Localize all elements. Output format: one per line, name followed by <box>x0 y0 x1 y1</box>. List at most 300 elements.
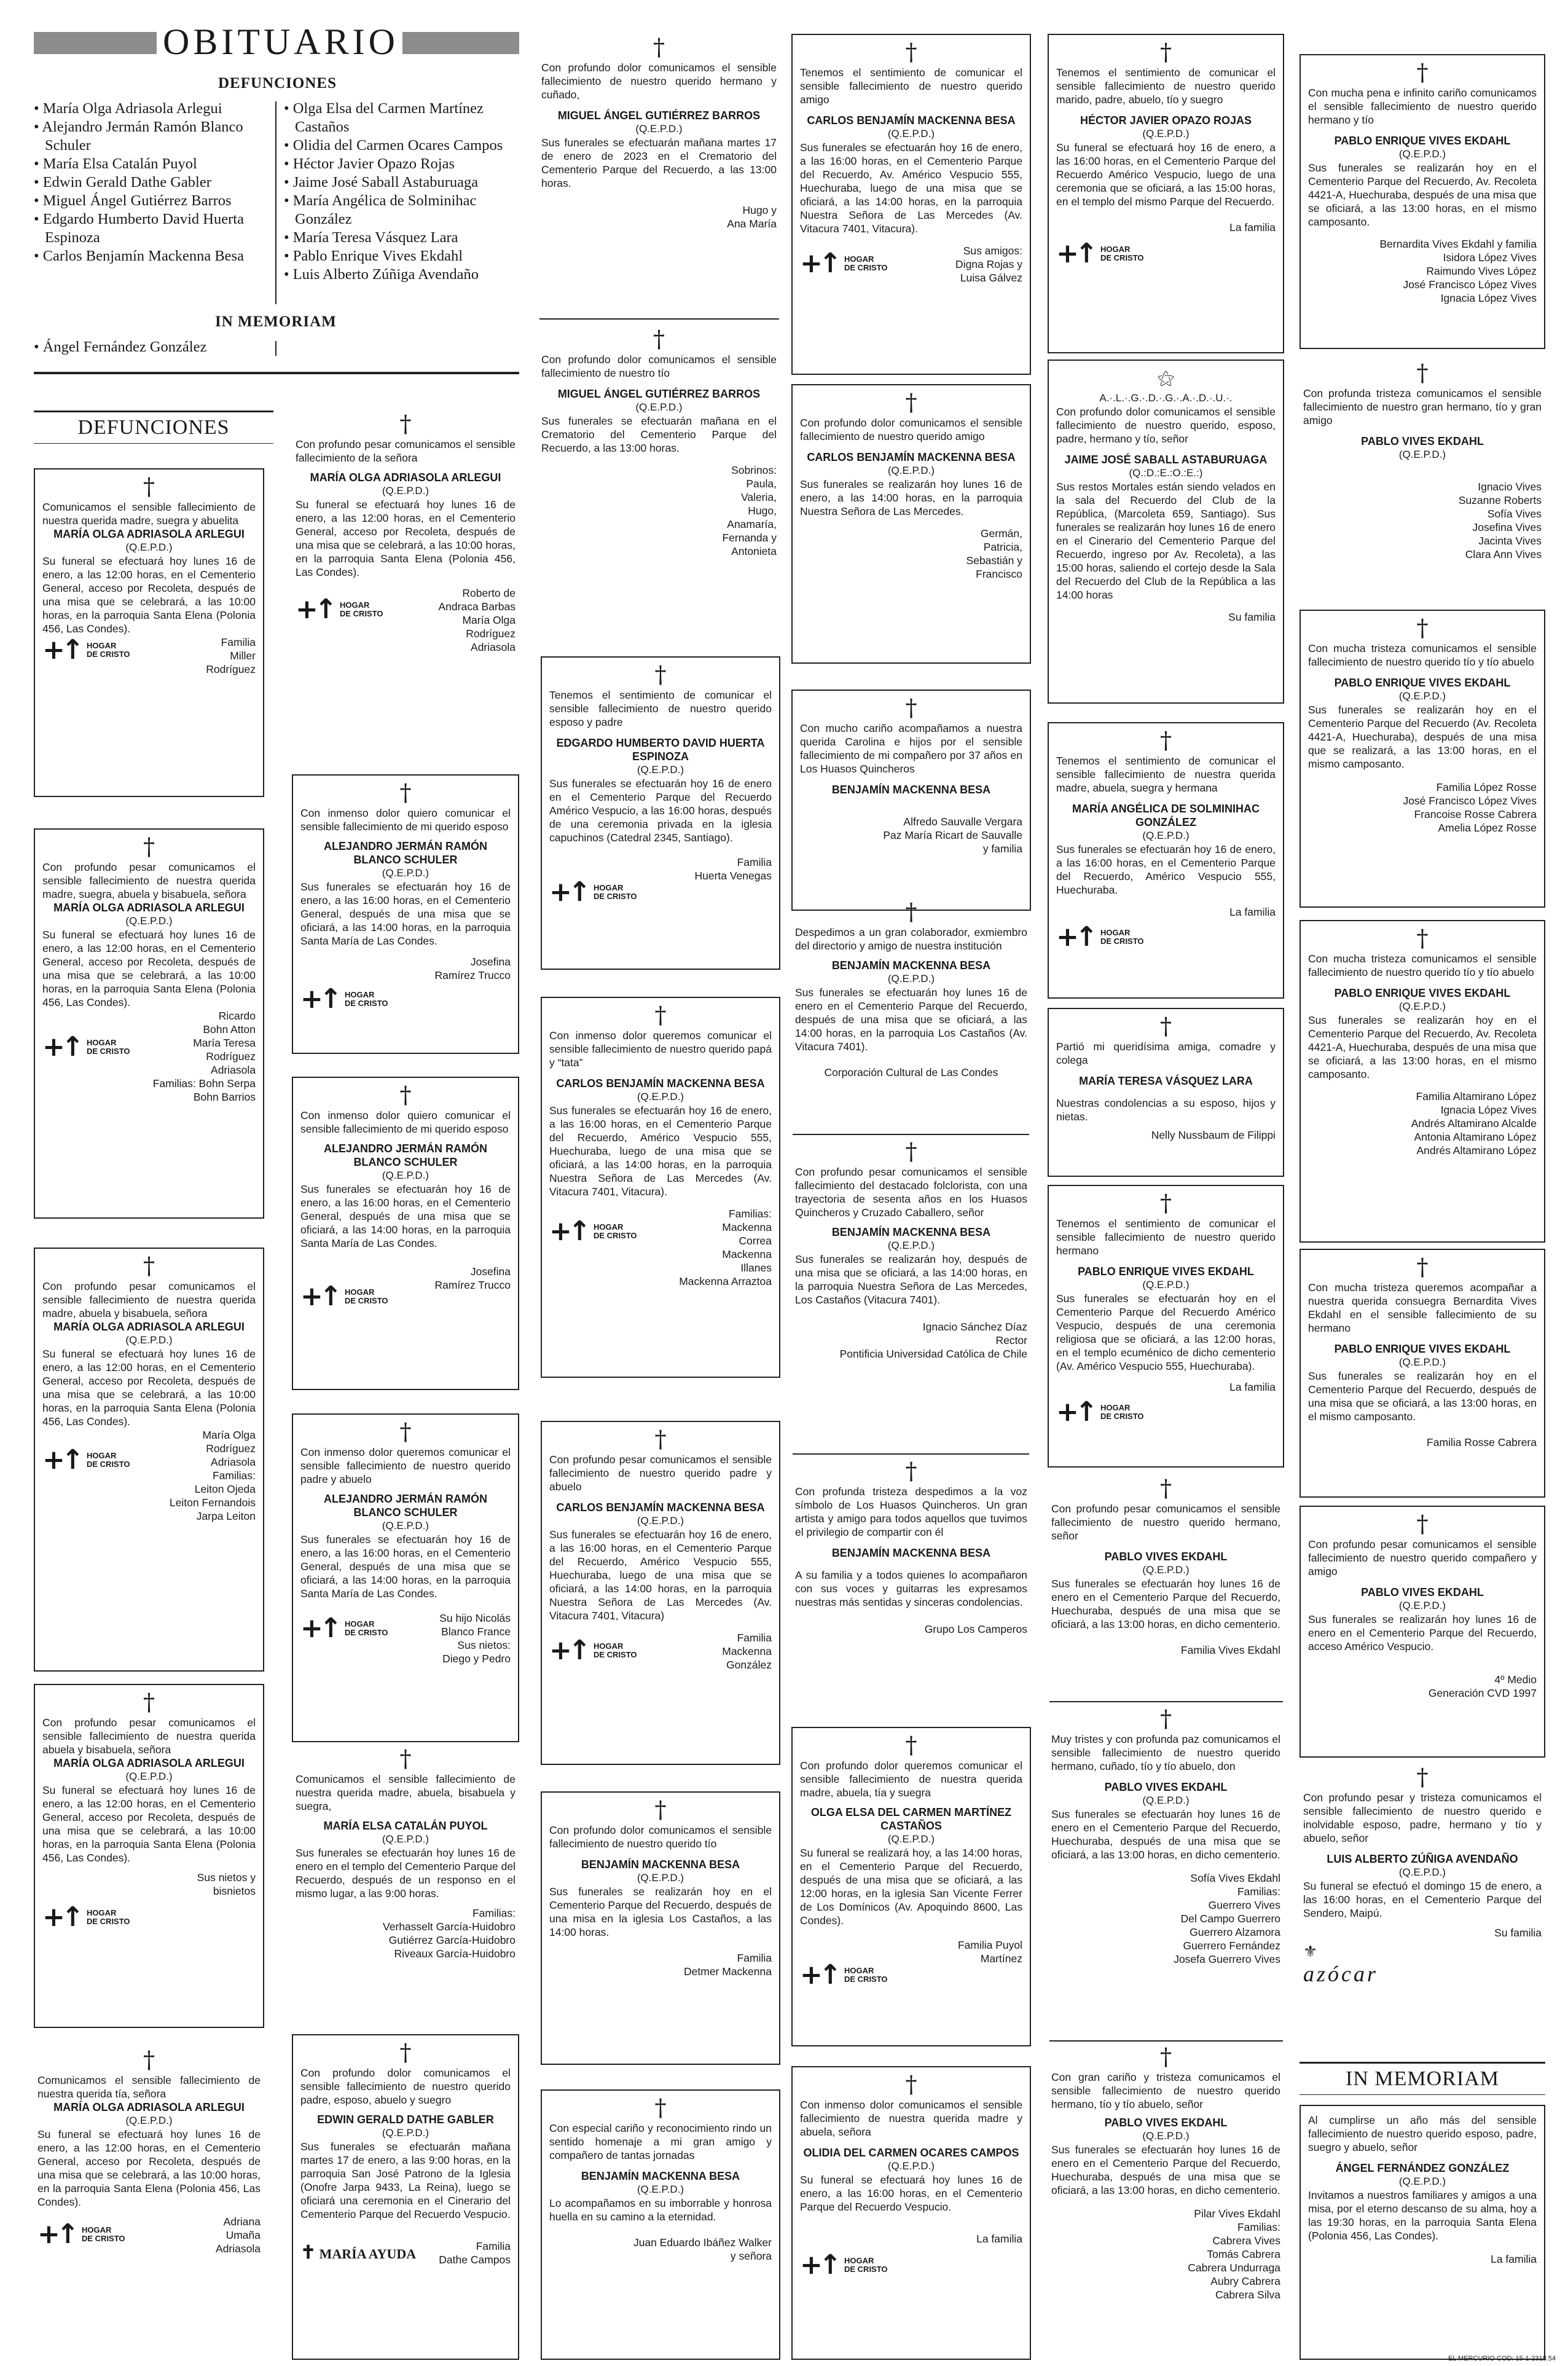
notice-body: Su funeral se efectuó el domingo 15 de enero, a las 16:00 horas, en el Cementerio Parque del Sendero, Maipú. <box>1303 1880 1542 1919</box>
index-item: • Olidia del Carmen Ocares Campos <box>284 136 517 155</box>
notice-intro: Comunicamos el sensible fallecimiento de nuestra querida madre, abuela, bisabuela y suegra, <box>296 1773 515 1812</box>
notice-c5c <box>1048 722 1284 999</box>
hogar-de-cristo-logo: +↑ HOGAR DE CRISTO <box>300 983 388 1015</box>
divider <box>793 1453 1029 1455</box>
notice-signature: Alfredo Sauvalle Vergara Paz María Ricart de Sauvalle y familia <box>883 816 1022 855</box>
notice-qepd: (Q.E.P.D.) <box>382 1520 429 1531</box>
notice-qepd: (Q.E.P.D.) <box>382 1169 429 1181</box>
notice-name: OLIDIA DEL CARMEN OCARES CAMPOS <box>803 2147 1019 2159</box>
notice-body: Su funeral se efectuará hoy 16 de enero, a las 16:00 horas, en el Cementerio Parque del Recuerdo Américo Vespucio, luego de una ceremonia que se oficiará, a las 15:00 horas, en el templo del mismo Parque del Recuerdo. <box>1056 141 1276 208</box>
notice-name: BENJAMÍN MACKENNA BESA <box>581 2170 740 2182</box>
notice-intro: Con profundo dolor comunicamos el sensible fallecimiento de nuestro querido tío <box>549 1824 772 1850</box>
notice-qepd: (Q.E.P.D.) <box>637 1515 684 1527</box>
cross-icon: † <box>905 389 917 416</box>
notice-qepd: (Q.E.P.D.) <box>1398 449 1446 460</box>
notice-name: PABLO VIVES EKDAHL <box>1361 1586 1484 1598</box>
notice-c5b <box>1048 360 1284 704</box>
notice-name: EDWIN GERALD DATHE GABLER <box>317 2113 494 2126</box>
cross-icon: † <box>143 473 155 500</box>
notice-intro: Con profunda tristeza comunicamos el sensible fallecimiento de nuestro gran hermano, tío y gran amigo <box>1303 387 1542 426</box>
notice-body: Sus funerales se efectuarán hoy lunes 16 de enero en el Cementerio Parque del Recuerdo, Huechuraba, después de una misa que se oficiará, a las 13:00 horas, en dicho cementerio. <box>1051 2144 1280 2196</box>
notice-name: MARÍA OLGA ADRIASOLA ARLEGUI <box>53 528 245 540</box>
notice-body: Sus funerales se realizarán hoy en el Cementerio Parque del Recuerdo, después de una misa que se oficiará, a las 13:00 horas, en el mismo camposanto. <box>1308 1370 1537 1423</box>
index-item: • María Teresa Vásquez Lara <box>284 229 517 247</box>
notice-body: Su funeral se efectuará hoy lunes 16 de enero, a las 12:00 horas, en el Cementerio General, acceso por Recoleta, después de una misa que se celebrará, a las 10:00 horas, en la parroquia Santa Elena (Polonia 456, Las Condes). <box>42 1784 256 1864</box>
notice-signature: Familias: Verhasselt García-Huidobro Gutiérrez García-Huidobro Riveaux García-Huidobro <box>383 1907 515 1960</box>
notice-body: Sus funerales se realizarán hoy lunes 16 de enero en el Cementerio Parque del Recuerdo, acceso Américo Vespucio. <box>1308 1613 1537 1653</box>
notice-signature: La familia <box>1229 221 1276 234</box>
notice-c2b <box>292 774 519 1054</box>
notice-name: PABLO ENRIQUE VIVES EKDAHL <box>1334 135 1511 147</box>
notice-intro: Con profundo pesar comunicamos el sensible fallecimiento de nuestro querido hermano, señor <box>1051 1503 1280 1542</box>
cross-icon: † <box>399 1745 412 1772</box>
notice-intro: Con inmenso dolor queremos comunicar el sensible fallecimiento de nuestro querido papá y “tata” <box>549 1029 772 1069</box>
memoriam-index-label: IN MEMORIAM <box>215 313 337 330</box>
notice-intro: Partió mi queridísima amiga, comadre y colega <box>1056 1040 1276 1066</box>
cross-icon: † <box>654 1796 667 1823</box>
notice-c2e <box>292 1745 519 2022</box>
notice-c5f <box>1048 1475 1284 1715</box>
cross-icon: † <box>143 1252 155 1279</box>
cross-icon: † <box>1416 1511 1429 1538</box>
cross-icon: † <box>1416 1764 1429 1791</box>
notice-signature: Hugo y Ana María <box>727 204 777 230</box>
notice-c6f <box>1299 1506 1545 1758</box>
notice-body: Sus funerales se efectuarán hoy 16 de enero, a las 16:00 horas, en el Cementerio Parque del Recuerdo, Av. Américo Vespucio 555, Huechuraba, luego de una misa que se oficiará, a las 14:00 horas, en la parroquia Nuestra Señora de Las Mercedes (Av. Vitacura 7401, Vitacura). <box>800 141 1022 235</box>
notice-body: Sus funerales se realizarán hoy en el Cementerio Parque del Recuerdo (Av. Recoleta 4421-A, Huechuraba), después de una misa que se realizará, a las 13:00 horas, en el mismo camposanto. <box>1308 704 1537 770</box>
notice-signature: Juan Eduardo Ibáñez Walker y señora <box>633 2236 772 2262</box>
cross-icon: † <box>1160 1705 1172 1732</box>
notice-c4b <box>791 384 1031 664</box>
index-item: • Olga Elsa del Carmen Martínez Castaños <box>284 100 517 136</box>
hogar-cross-icon: +↑ <box>549 1216 587 1247</box>
notice-intro: Con mucha tristeza queremos acompañar a nuestra querida consuegra Bernardita Vives Ekdahl en el sensible fallecimiento de su hermano <box>1308 1281 1537 1334</box>
notice-qepd: (Q.E.P.D.) <box>1142 1279 1190 1291</box>
notice-qepd: (Q.E.P.D.) <box>637 2183 684 2195</box>
cross-icon: † <box>654 1002 667 1029</box>
cross-icon: † <box>143 833 155 860</box>
notice-name: CARLOS BENJAMÍN MACKENNA BESA <box>556 1501 765 1514</box>
cross-icon: † <box>143 1689 155 1716</box>
notice-name: ÁNGEL FERNÁNDEZ GONZÁLEZ <box>1335 2162 1510 2174</box>
cross-icon: † <box>905 2071 917 2098</box>
notice-signature: Familia Puyol Martínez <box>957 1939 1022 1965</box>
notice-intro: Tenemos el sentimiento de comunicar el sensible fallecimiento de nuestro querido amigo <box>800 66 1022 106</box>
notice-signature: Bernardita Vives Ekdahl y familia Isidora López Vives Raimundo Vives López José Francisco López Vives Ignacia López Vives <box>1379 238 1537 304</box>
cross-icon: † <box>1416 360 1429 387</box>
notice-signature: Pilar Vives Ekdahl Familias: Cabrera Vives Tomás Cabrera Cabrera Undurraga Aubry Cabrera Cabrera Silva <box>1188 2207 1280 2301</box>
hogar-cross-icon: +↑ <box>800 1959 838 1991</box>
cross-icon: † <box>905 694 917 721</box>
notice-name: PABLO VIVES EKDAHL <box>1104 1550 1228 1563</box>
notice-body: Sus funerales se efectuarán hoy 16 de enero en el Cementerio Parque del Recuerdo Américo Vespucio, a las 16:00 horas, después de una ceremonia privada en la iglesia capuchinos (Catedral 2345, Santiago). <box>549 777 772 844</box>
cross-icon: † <box>399 411 412 438</box>
hogar-de-cristo-logo: +↑ HOGAR DE CRISTO <box>42 1031 130 1063</box>
cross-icon: † <box>1160 1190 1172 1217</box>
notice-qepd: (Q.E.P.D.) <box>887 465 935 476</box>
hogar-cross-icon: +↑ <box>1056 238 1094 269</box>
hogar-de-cristo-logo: +↑ HOGAR DE CRISTO <box>296 594 383 625</box>
notice-name: ALEJANDRO JERMÁN RAMÓN BLANCO SCHULER <box>323 840 487 866</box>
notice-intro: Con profunda tristeza despedimos a la voz símbolo de Los Huasos Quincheros. Un gran artista y amigo para todos aquellos que tuvimos el privilegio de compartir con él <box>795 1485 1027 1538</box>
notice-c5a <box>1048 34 1284 353</box>
notice-c1d <box>34 1684 264 2028</box>
notice-body: Su funeral se efectuará hoy lunes 16 de enero, a las 12:00 horas, en el Cementerio General, acceso por Recoleta, después de una misa que se celebrará, a las 10:00 horas, en la parroquia Santa Elena (Polonia 456, Las Condes). <box>296 498 515 578</box>
hogar-cross-icon: +↑ <box>42 1901 80 1933</box>
hogar-de-cristo-logo: +↑ HOGAR DE CRISTO <box>800 248 888 279</box>
notice-qepd: (Q.E.P.D.) <box>887 2160 935 2172</box>
notice-signature: Grupo Los Camperos <box>924 1623 1027 1635</box>
notice-signature: Josefina Ramírez Trucco <box>434 1265 511 1291</box>
notice-body: Sus funerales se efectuarán mañana martes 17 de enero, a las 9:00 horas, en la parroquia San José Patrono de la Iglesia (Onofre Jarpa 9433, La Reina), luego se oficiará una ceremonia en el Cinerario del Cementerio Parque del Recuerdo Vespucio. <box>300 2140 511 2220</box>
notice-intro: Tenemos el sentimiento de comunicar el sensible fallecimiento de nuestra querida madre, abuela, suegra y hermana <box>1056 755 1276 794</box>
notice-name: BENJAMÍN MACKENNA BESA <box>831 959 991 972</box>
notice-name: ALEJANDRO JERMÁN RAMÓN BLANCO SCHULER <box>323 1493 487 1519</box>
notice-name: PABLO VIVES EKDAHL <box>1104 1781 1228 1793</box>
hogar-cross-icon: +↑ <box>37 2219 76 2250</box>
notice-intro: Con profundo dolor comunicamos el sensible fallecimiento de nuestro tío <box>541 353 777 379</box>
notice-intro: Con especial cariño y reconocimiento rindo un sentido homenaje a mi gran amigo y compañero de tantas jornadas <box>549 2122 772 2161</box>
notice-intro: Con mucha pena e infinito cariño comunicamos el sensible fallecimiento de nuestro querido hermano y tío <box>1308 87 1537 126</box>
hogar-de-cristo-logo: +↑ HOGAR DE CRISTO <box>549 876 637 908</box>
notice-qepd: (Q.E.P.D.) <box>125 915 173 927</box>
notice-signature: Su hijo Nicolás Blanco France Sus nietos: Diego y Pedro <box>439 1612 511 1665</box>
notice-signature: Roberto de Andraca Barbas María Olga Rodríguez Adriasola <box>438 587 515 653</box>
notice-intro: Con profundo dolor comunicamos el sensible fallecimiento de nuestro querido padre, esposo, abuelo y suegro <box>300 2067 511 2106</box>
notice-name: LUIS ALBERTO ZÚÑIGA AVENDAÑO <box>1327 1853 1518 1865</box>
cross-icon: † <box>905 1458 917 1485</box>
notice-intro: Comunicamos el sensible fallecimiento de nuestra querida madre, suegra y abuelita <box>42 501 256 527</box>
notice-body: Sus funerales se realizarán hoy en el Cementerio Parque del Recuerdo, Av. Recoleta 4421-A, Huechuraba, después de una misa que se oficiará, a las 13:00 horas, en el mismo camposanto. <box>1308 162 1537 228</box>
notice-intro: Tenemos el sentimiento de comunicar el sensible fallecimiento de nuestro querido marido, padre, abuelo, tío y suegro <box>1056 66 1276 106</box>
header-bar-right <box>402 32 519 54</box>
notice-body: Sus funerales se realizarán hoy en el Cementerio Parque del Recuerdo, después de una misa en la iglesia Los Castaños, a las 14:00 horas. <box>549 1885 772 1938</box>
notice-c6h <box>1299 2105 1545 2360</box>
cross-icon: † <box>905 39 917 66</box>
notice-c6b <box>1299 360 1545 605</box>
notice-name: PABLO ENRIQUE VIVES EKDAHL <box>1334 1343 1511 1355</box>
notice-intro: Con profundo pesar comunicamos el sensible fallecimiento de nuestra querida abuela y bisabuela, señora <box>42 1716 256 1756</box>
hogar-cross-icon: +↑ <box>800 248 838 279</box>
notice-body: Su funeral se realizará hoy, a las 14:00 horas, en el Cementerio Parque del Recuerdo, después de una misa que se oficiará, a las 12:00 horas, en la iglesia San Vicente Ferrer de Los Domínicos (Av. Apoquindo 8600, Las Condes). <box>800 1847 1022 1927</box>
notice-qepd: (Q.E.P.D.) <box>1398 1356 1446 1368</box>
cross-icon: † <box>1160 39 1172 66</box>
cross-icon: † <box>654 2094 667 2121</box>
azocar-logo: ⚜ azócar <box>1303 1942 1378 1986</box>
notice-intro: Con profundo pesar comunicamos el sensible fallecimiento de nuestra querida madre, abuela y bisabuela, señora <box>42 1280 256 1319</box>
notice-body: Sus funerales se realizarán hoy en el Cementerio Parque del Recuerdo, Av. Recoleta 4421-A, Huechuraba, después de una misa que se oficiará, a las 13:00 horas, en el mismo camposanto. <box>1308 1014 1537 1080</box>
notice-intro: Con profundo pesar comunicamos el sensible fallecimiento del destacado folclorista, con una trayectoria de sesenta años en los Huasos Quincheros y Cruzado Caballero, señor <box>795 1166 1027 1219</box>
obituario-header <box>34 22 519 62</box>
hogar-cross-icon: +↑ <box>42 634 80 666</box>
notice-name: PABLO ENRIQUE VIVES EKDAHL <box>1334 987 1511 999</box>
cross-icon: † <box>399 1082 412 1109</box>
notice-signature: Nelly Nussbaum de Filippi <box>1151 1129 1276 1141</box>
index-item: • Jaime José Saball Astaburuaga <box>284 173 517 192</box>
index-item: • Héctor Javier Opazo Rojas <box>284 155 517 173</box>
notice-c6d <box>1299 920 1545 1243</box>
cross-icon: † <box>399 1418 412 1445</box>
notice-signature: Familias: Mackenna Correa Mackenna Illanes Mackenna Arraztoa <box>679 1208 772 1287</box>
divider <box>793 1134 1029 1135</box>
notice-body: Sus funerales se efectuarán hoy 16 de enero, a las 16:00 horas, en el Cementerio Parque del Recuerdo, Américo Vespucio 555, Huechuraba, luego de una misa que se oficiará, a las 14:00 horas, en la parroquia Nuestra Señora de Las Mercedes (Av. Vitacura 7401, Vitacura) <box>549 1528 772 1622</box>
notice-c3b <box>538 326 780 645</box>
notice-intro: Con profundo pesar comunicamos el sensible fallecimiento de nuestro querido padre y abuelo <box>549 1453 772 1493</box>
notice-c3g <box>541 2089 780 2360</box>
notice-intro: Con profundo pesar comunicamos el sensible fallecimiento de nuestra querida madre, suegra, abuela y bisabuela, señora <box>42 861 256 900</box>
divider <box>1049 1701 1283 1702</box>
notice-signature: Sofía Vives Ekdahl Familias: Guerrero Vives Del Campo Guerrero Guerrero Alzamora Guerrero Fernández Josefa Guerrero Vives <box>1174 1872 1280 1965</box>
notice-name: PABLO ENRIQUE VIVES EKDAHL <box>1078 1265 1254 1278</box>
notice-body: Sus funerales se efectuarán hoy 16 de enero, a las 16:00 horas, en el Cementerio General, después de una misa que se oficiará, a las 14:00 horas, en la parroquia Santa María de Las Condes. <box>300 1533 511 1600</box>
hogar-cross-icon: +↑ <box>1056 921 1094 953</box>
notice-c1c <box>34 1248 264 1672</box>
notice-signature: La familia <box>976 2233 1022 2245</box>
notice-body: Sus funerales se efectuarán hoy 16 de enero, a las 16:00 horas, en el Cementerio Parque del Recuerdo, Américo Vespucio 555, Huechuraba. <box>1056 843 1276 896</box>
notice-intro: Tenemos el sentimiento de comunicar el sensible fallecimiento de nuestro querido esposo y padre <box>549 689 772 728</box>
notice-qepd: (Q.E.P.D.) <box>1142 2130 1190 2142</box>
hogar-cross-icon: +↑ <box>549 1635 587 1666</box>
hogar-de-cristo-logo: +↑ HOGAR DE CRISTO <box>37 2219 125 2250</box>
notice-qepd: (Q.E.P.D.) <box>125 2115 173 2126</box>
notice-name: MARÍA OLGA ADRIASOLA ARLEGUI <box>53 1757 245 1769</box>
notice-c4f <box>791 1458 1031 1716</box>
notice-name: CARLOS BENJAMÍN MACKENNA BESA <box>807 114 1016 127</box>
page-title: OBITUARIO <box>163 22 399 62</box>
cross-icon: † <box>1416 59 1429 86</box>
notice-body: Sus funerales se efectuarán hoy en el Cementerio Parque del Recuerdo Américo Vespucio, después de una ceremonia religiosa que se oficiará, a las 12:00 horas, en el templo ecuménico de dicho cementerio (Av. Américo Vespucio 555, Huechuraba). <box>1056 1292 1276 1372</box>
notice-body: Sus restos Mortales están siendo velados en la sala del Recuerdo del Club de la República, (Marcoleta 659, Santiago). Sus funerales se realizarán hoy lunes 16 de enero en el Cinerario del Cementerio Parque del Recuerdo, ingreso por Av. Recoleta), a las 15:00 horas, saliendo el cortejo desde la Sala del Recuerdo del Club de la República a las 14:00 horas <box>1056 481 1276 601</box>
notice-qepd: (Q.E.P.D.) <box>382 867 429 879</box>
index-item: • Carlos Benjamín Mackenna Besa <box>34 247 273 265</box>
notice-qepd: (Q.E.P.D.) <box>887 973 935 985</box>
notice-intro: Con gran cariño y tristeza comunicamos el sensible fallecimiento de nuestro querido hermano, tío y tío abuelo, señor <box>1051 2071 1280 2110</box>
notice-body: Sus funerales se efectuarán hoy 16 de enero, a las 16:00 horas, en el Cementerio General, después de una misa que se oficiará, a las 14:00 horas, en la parroquia Santa María de Las Condes. <box>300 1183 511 1249</box>
notice-qepd: (Q.E.P.D.) <box>382 1833 429 1845</box>
notice-name: BENJAMÍN MACKENNA BESA <box>831 1547 991 1559</box>
hogar-de-cristo-logo: +↑ HOGAR DE CRISTO <box>1056 921 1144 953</box>
notice-body: Sus funerales se efectuarán hoy 16 de enero, a las 16:00 horas, en el Cementerio General, después de una misa que se oficiará, a las 14:00 horas, en la parroquia Santa María de Las Condes. <box>300 881 511 947</box>
notice-intro: Con inmenso dolor quiero comunicar el sensible fallecimiento de mi querido esposo <box>300 807 511 833</box>
notice-qepd: (Q.E.P.D.) <box>1398 1866 1446 1878</box>
notice-signature: La familia <box>1229 906 1276 918</box>
notice-signature: Josefina Ramírez Trucco <box>434 956 511 981</box>
section-title-in-memoriam: IN MEMORIAM <box>1299 2062 1545 2095</box>
notice-body: Su funeral se efectuará hoy lunes 16 de enero, a las 16:00 horas, en el Cementerio Parque del Recuerdo Vespucio. <box>800 2174 1022 2213</box>
cross-icon: † <box>399 779 412 806</box>
notice-c6g <box>1299 1764 1545 2034</box>
notice-qepd: (Q.E.P.D.) <box>637 1091 684 1102</box>
notice-name: ALEJANDRO JERMÁN RAMÓN BLANCO SCHULER <box>323 1142 487 1168</box>
notice-body: Sus funerales se efectuarán mañana en el Crematorio del Cementerio Parque del Recuerdo, a las 13:00 horas. <box>541 415 777 454</box>
notice-qepd: (Q.E.P.D.) <box>635 401 683 413</box>
index-divider <box>275 341 276 356</box>
notice-c1b <box>34 828 264 1219</box>
notice-intro: Con profundo dolor comunicamos el sensible fallecimiento de nuestro querido, esposo, padre, hermano y tío, señor <box>1056 406 1276 445</box>
notice-c6c <box>1299 610 1545 908</box>
hogar-de-cristo-logo: +↑ HOGAR DE CRISTO <box>549 1635 637 1666</box>
notice-intro: Con profundo dolor queremos comunicar el sensible fallecimiento de nuestra querida madre, abuela, tía y suegra <box>800 1759 1022 1799</box>
notice-signature: María Olga Rodríguez Adriasola Familias: Leiton Ojeda Leiton Fernandois Jarpa Leiton <box>169 1429 256 1522</box>
notice-signature: Ricardo Bohn Atton María Teresa Rodríguez Adriasola Familias: Bohn Serpa Bohn Barrios <box>152 1010 256 1103</box>
notice-c4c <box>791 690 1031 911</box>
notice-signature: Familia Vives Ekdahl <box>1180 1644 1280 1656</box>
hogar-de-cristo-logo: +↑ HOGAR DE CRISTO <box>800 1959 888 1991</box>
notice-signature: Familia Miller Rodríguez <box>206 636 256 675</box>
hogar-cross-icon: +↑ <box>300 1281 339 1312</box>
notice-qepd: (Q.E.P.D.) <box>637 1872 684 1884</box>
notice-name: MIGUEL ÁNGEL GUTIÉRREZ BARROS <box>557 388 761 400</box>
hogar-cross-icon: +↑ <box>296 594 334 625</box>
cross-icon: † <box>653 326 665 353</box>
index-divider <box>275 101 276 304</box>
notice-body: Su funeral se efectuará hoy lunes 16 de enero, a las 12:00 horas, en el Cementerio General, acceso por Recoleta, después de una misa que se celebrará, a las 10:00 horas, en la parroquia Santa Elena (Polonia 456, Las Condes). <box>37 2128 261 2208</box>
cross-icon: † <box>1160 1475 1172 1502</box>
notice-qepd: (Q.E.P.D.) <box>887 1240 935 1251</box>
notice-name: CARLOS BENJAMÍN MACKENNA BESA <box>556 1077 765 1090</box>
notice-c4h <box>791 2066 1031 2360</box>
notice-name: HÉCTOR JAVIER OPAZO ROJAS <box>1080 114 1252 127</box>
cross-icon: ✝ <box>300 2242 316 2263</box>
cross-icon: † <box>654 661 667 688</box>
hogar-de-cristo-logo: +↑ HOGAR DE CRISTO <box>42 1444 130 1476</box>
notice-c6e <box>1299 1249 1545 1498</box>
notice-qepd: (Q.E.P.D.) <box>887 128 935 140</box>
notice-qepd: (Q.E.P.D.) <box>887 1833 935 1845</box>
index-item: • Alejandro Jermán Ramón Blanco Schuler <box>34 118 273 155</box>
notice-body: Nuestras condolencias a su esposo, hijos y nietas. <box>1056 1097 1276 1123</box>
hogar-cross-icon: +↑ <box>549 876 587 908</box>
hogar-de-cristo-logo: +↑ HOGAR DE CRISTO <box>300 1281 388 1312</box>
index-item: • Edgardo Humberto David Huerta Espinoza <box>34 210 273 247</box>
notice-intro: Con inmenso dolor comunicamos el sensible fallecimiento de nuestra querida madre y abuela, señora <box>800 2099 1022 2138</box>
notice-c5g <box>1048 1705 1284 2040</box>
notice-name: MIGUEL ÁNGEL GUTIÉRREZ BARROS <box>557 109 761 122</box>
notice-qepd: (Q.E.P.D.) <box>1142 830 1190 841</box>
notice-signature: Ignacio Vives Suzanne Roberts Sofía Vives Josefina Vives Jacinta Vives Clara Ann Vives <box>1458 481 1542 560</box>
notice-signature: Familia López Rosse José Francisco López Vives Francoise Rosse Cabrera Amelia López Rosse <box>1403 781 1537 834</box>
notice-signature: Corporación Cultural de Las Condes <box>824 1066 998 1079</box>
hogar-de-cristo-logo: +↑ HOGAR DE CRISTO <box>300 1613 388 1644</box>
notice-c3d <box>541 997 780 1378</box>
notice-name: PABLO VIVES EKDAHL <box>1361 435 1484 447</box>
notice-intro: Con inmenso dolor quiero comunicar el sensible fallecimiento de mi querido esposo <box>300 1109 511 1135</box>
notice-qepd: (Q.E.P.D.) <box>1142 128 1190 140</box>
notice-intro: Muy tristes y con profunda paz comunicamos el sensible fallecimiento de nuestro querido hermano, cuñado, tío y tío abuelo, don <box>1051 1733 1280 1772</box>
cross-icon: † <box>654 1426 667 1453</box>
notice-body: Su funeral se efectuará hoy lunes 16 de enero, a las 12:00 horas, en el Cementerio General, acceso por Recoleta, después de una misa que se celebrará, a las 10:00 horas, en la parroquia Santa Elena (Polonia 456, Las Condes). <box>42 1348 256 1428</box>
cross-icon: † <box>1416 925 1429 952</box>
cross-icon: † <box>1160 2043 1172 2070</box>
masonic-symbol: A.·.L.·.G.·.D.·.G.·.A.·.D.·.U.·. <box>1099 392 1233 404</box>
notice-c3a <box>538 34 780 341</box>
hogar-cross-icon: +↑ <box>800 2249 838 2281</box>
notice-c2f <box>292 2034 519 2360</box>
compass-square-icon: ⚝ <box>1157 367 1175 388</box>
notice-body: Sus funerales se efectuarán hoy lunes 16 de enero en el Cementerio Parque del Recuerdo, Huechuraba, después de una misa que se oficiará, a las 13:00 horas, en dicho cementerio. <box>1051 1578 1280 1630</box>
notice-name: BENJAMÍN MACKENNA BESA <box>831 784 991 796</box>
notice-intro: Con profundo pesar comunicamos el sensible fallecimiento de la señora <box>296 438 515 464</box>
notice-c5d <box>1048 1008 1284 1177</box>
notice-name: PABLO ENRIQUE VIVES EKDAHL <box>1334 677 1511 689</box>
notice-name: EDGARDO HUMBERTO DAVID HUERTA ESPINOZA <box>556 737 765 763</box>
notice-intro: Con profundo dolor comunicamos el sensible fallecimiento de nuestro querido hermano y cuñado, <box>541 61 777 101</box>
hogar-de-cristo-logo: +↑ HOGAR DE CRISTO <box>1056 1396 1144 1428</box>
notice-name: CARLOS BENJAMÍN MACKENNA BESA <box>807 451 1016 463</box>
notice-intro: Con mucha tristeza comunicamos el sensible fallecimiento de nuestro querido tío y tío abuelo <box>1308 953 1537 978</box>
notice-signature: Sus nietos y bisnietos <box>197 1871 256 1897</box>
notice-name: MARÍA OLGA ADRIASOLA ARLEGUI <box>53 2101 245 2113</box>
notice-intro: Tenemos el sentimiento de comunicar el sensible fallecimiento de nuestro querido hermano <box>1056 1217 1276 1257</box>
notice-qepd: (Q.:D.:E.:O.:E.:) <box>1129 467 1203 479</box>
notice-c2d <box>292 1413 519 1742</box>
notice-intro: Con inmenso dolor queremos comunicar el sensible fallecimiento de nuestro querido padre y abuelo <box>300 1446 511 1485</box>
crest-icon: ⚜ <box>1303 1942 1318 1960</box>
notice-qepd: (Q.E.P.D.) <box>1398 690 1446 702</box>
notice-qepd: (Q.E.P.D.) <box>1398 1600 1446 1611</box>
notice-body: Sus funerales se efectuarán hoy lunes 16 de enero en el Cementerio Parque del Recuerdo, Huechuraba, después de una misa que se oficiará, a las 13:00 horas, en dicho cementerio. <box>1051 1808 1280 1861</box>
notice-body: Invitamos a nuestros familiares y amigos a una misa, por el eterno descanso de su alma, hoy a las 19:30 horas, en la parroquia Santa Elena (Polonia 456, Las Condes). <box>1308 2189 1537 2242</box>
notice-name: OLGA ELSA DEL CARMEN MARTÍNEZ CASTAÑOS <box>810 1806 1012 1832</box>
notice-qepd: (Q.E.P.D.) <box>125 541 173 553</box>
notice-signature: Familia Detmer Mackenna <box>684 1952 772 1978</box>
index-item: • Ángel Fernández González <box>34 338 267 356</box>
cross-icon: † <box>905 1138 917 1165</box>
notice-signature: Sobrinos: Paula, Valeria, Hugo, Anamaría, Fernanda y Antonieta <box>722 464 777 557</box>
notice-intro: Con mucho cariño acompañamos a nuestra querida Carolina e hijos por el sensible fallecimiento de mi compañero por 37 años en Los Huasos Quincheros <box>800 722 1022 775</box>
cross-icon: † <box>143 2046 155 2073</box>
notice-c3e <box>541 1421 780 1765</box>
notice-body: Sus funerales se realizarán hoy lunes 16 de enero, a las 14:00 horas, en la parroquia Nuestra Señora de Las Mercedes. <box>800 478 1022 517</box>
notice-signature: Su familia <box>1228 611 1276 623</box>
notice-signature: Familia Altamirano López Ignacia López Vives Andrés Altamirano Alcalde Antonia Altamirano López Andrés Altamirano López <box>1411 1090 1537 1157</box>
notice-signature: 4º Medio Generación CVD 1997 <box>1428 1673 1537 1699</box>
notice-body: Sus funerales se efectuarán mañana martes 17 de enero de 2023 en el Crematorio del Cementerio Parque del Recuerdo, a las 13:00 horas. <box>541 136 777 189</box>
notice-qepd: (Q.E.P.D.) <box>637 764 684 776</box>
notice-qepd: (Q.E.P.D.) <box>382 2127 429 2139</box>
notice-qepd: (Q.E.P.D.) <box>635 123 683 135</box>
hogar-de-cristo-logo: +↑ HOGAR DE CRISTO <box>1056 238 1144 269</box>
notice-name: BENJAMÍN MACKENNA BESA <box>831 1226 991 1238</box>
notice-intro: Comunicamos el sensible fallecimiento de nuestra querida tía, señora <box>37 2074 261 2100</box>
notice-signature: Germán, Patricia, Sebastián y Francisco <box>966 527 1022 580</box>
notice-name: MARÍA OLGA ADRIASOLA ARLEGUI <box>310 471 501 484</box>
notice-body: Lo acompañamos en su imborrable y honrosa huella en su camino a la eternidad. <box>549 2197 772 2223</box>
index-item: • Pablo Enrique Vives Ekdahl <box>284 247 517 265</box>
notice-body: A su familia y a todos quienes lo acompañaron con sus voces y guitarras les expresamos nuestras más sentidas y sinceras condolencias. <box>795 1569 1027 1608</box>
notice-name: MARÍA ELSA CATALÁN PUYOL <box>323 1820 488 1832</box>
notice-signature: Familia Rosse Cabrera <box>1427 1436 1537 1448</box>
index-item: • Edwin Gerald Dathe Gabler <box>34 173 273 192</box>
notice-signature: Familia Dathe Campos <box>439 2240 511 2266</box>
cross-icon: † <box>653 34 665 61</box>
notice-c2a <box>292 411 519 742</box>
notice-qepd: (Q.E.P.D.) <box>1142 1794 1190 1806</box>
notice-qepd: (Q.E.P.D.) <box>1142 1564 1190 1576</box>
notice-name: PABLO VIVES EKDAHL <box>1104 2116 1228 2129</box>
memoriam-index-list <box>34 338 267 356</box>
notice-signature: La familia <box>1229 1381 1276 1393</box>
notice-body: Sus funerales se efectuarán hoy lunes 16 de enero en el templo del Cementerio Parque del Recuerdo, después de un responso en el mismo lugar, a las 9:00 horas. <box>296 1847 515 1900</box>
hogar-cross-icon: +↑ <box>300 983 339 1015</box>
defunciones-index-right <box>284 100 517 284</box>
notice-c2c <box>292 1077 519 1390</box>
notice-intro: Despedimos a un gran colaborador, exmiembro del directorio y amigo de nuestra institución <box>795 926 1027 952</box>
hogar-cross-icon: +↑ <box>42 1444 80 1476</box>
notice-name: MARÍA ANGÉLICA DE SOLMINIHAC GONZÁLEZ <box>1072 803 1260 828</box>
cross-icon: † <box>905 1732 917 1759</box>
notice-name: MARÍA OLGA ADRIASOLA ARLEGUI <box>53 1321 245 1333</box>
